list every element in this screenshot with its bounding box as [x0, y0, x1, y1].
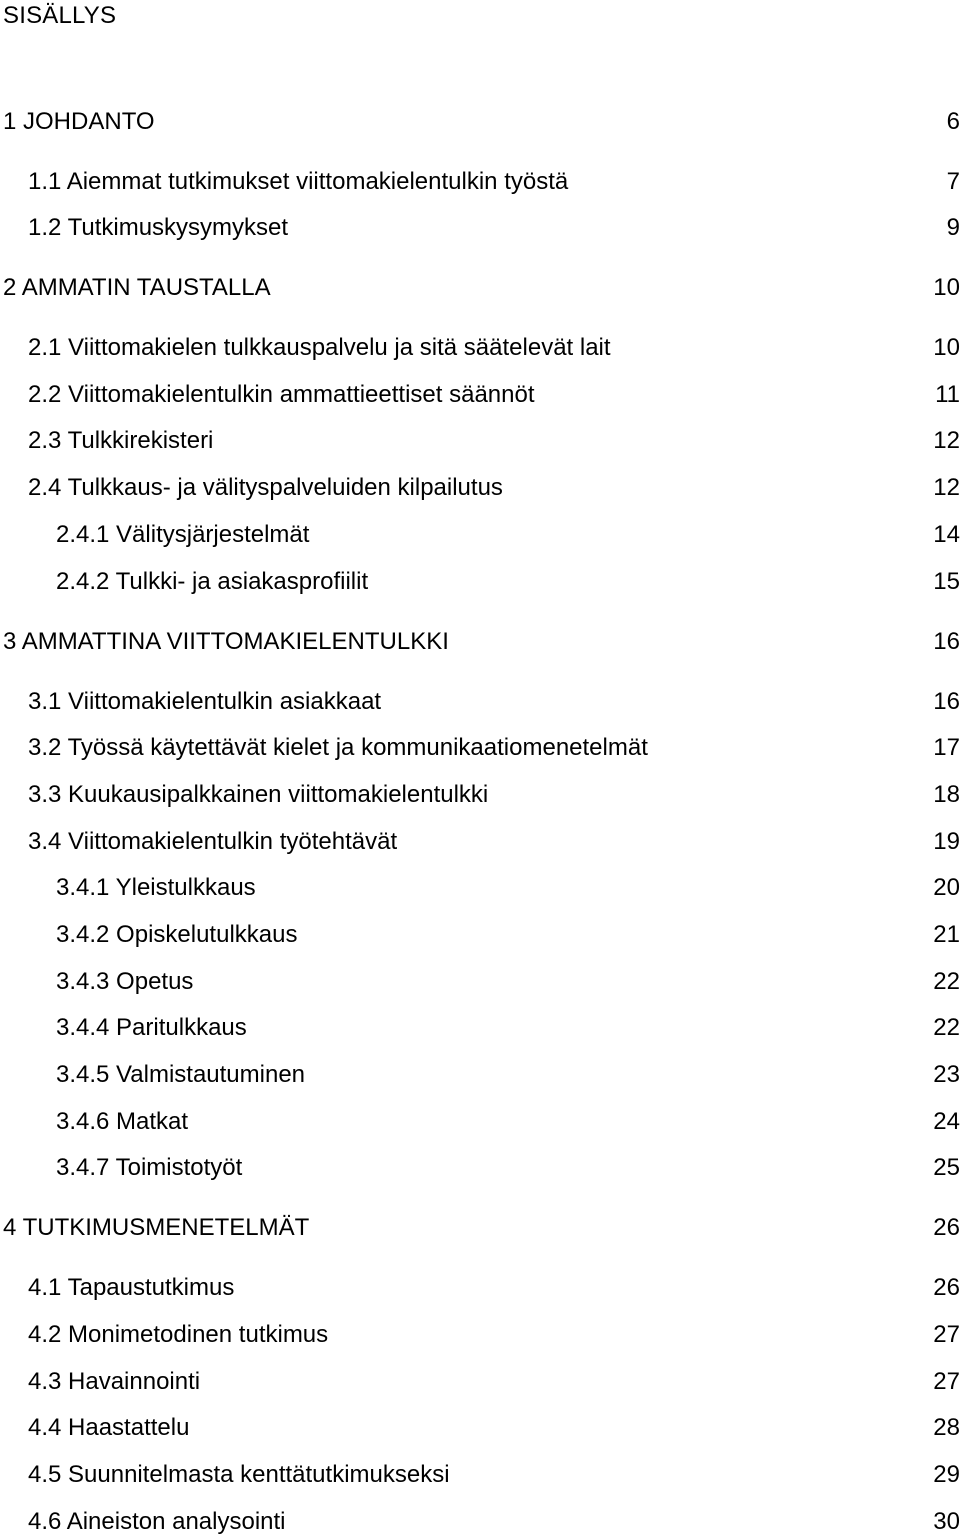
toc-entry[interactable]	[0, 1153, 960, 1183]
toc-entry-title: 3.4.2 Opiskelutulkkaus	[56, 921, 298, 948]
toc-entry-page-number: 23	[933, 1061, 960, 1088]
toc-entry-page-number: 22	[933, 968, 960, 995]
toc-entry-page-number: 27	[933, 1368, 960, 1395]
toc-entry[interactable]	[0, 733, 960, 763]
toc-entry-page-number: 24	[933, 1108, 960, 1135]
toc-entry-page-number: 29	[933, 1461, 960, 1488]
toc-entry-page-number: 15	[933, 568, 960, 595]
toc-entry-title: 3.4.5 Valmistautuminen	[56, 1061, 306, 1088]
toc-entry[interactable]	[0, 380, 960, 410]
toc-entry-title: 3 AMMATTINA VIITTOMAKIELENTULKKI	[3, 628, 449, 655]
toc-entry[interactable]	[0, 873, 960, 903]
toc-entry[interactable]	[0, 827, 960, 857]
toc-entry[interactable]	[0, 1107, 960, 1137]
toc-entry-title: 4.3 Havainnointi	[28, 1368, 201, 1395]
toc-entry[interactable]	[0, 1367, 960, 1397]
toc-entry-title: 3.4.3 Opetus	[56, 968, 194, 995]
toc-entry-title: 3.1 Viittomakielentulkin asiakkaat	[28, 688, 382, 715]
toc-entry[interactable]	[0, 107, 960, 137]
toc-entry[interactable]	[0, 567, 960, 597]
toc-entry-page-number: 19	[933, 828, 960, 855]
toc-entry-title: 4.5 Suunnitelmasta kenttätutkimukseksi	[28, 1461, 450, 1488]
toc-entry-title: 4 TUTKIMUSMENETELMÄT	[3, 1214, 310, 1241]
toc-entry-title: 1.1 Aiemmat tutkimukset viittomakielentulkin työstä	[28, 168, 569, 195]
toc-entry[interactable]	[0, 920, 960, 950]
toc-entry[interactable]	[0, 1273, 960, 1303]
toc-entry[interactable]	[0, 1507, 960, 1537]
toc-entry-page-number: 27	[933, 1321, 960, 1348]
toc-entry[interactable]	[0, 1060, 960, 1090]
toc-entry[interactable]	[0, 473, 960, 503]
toc-entry[interactable]	[0, 627, 960, 657]
toc-entry-title: 2.4 Tulkkaus- ja välityspalveluiden kilpailutus	[28, 474, 503, 501]
toc-entry[interactable]	[0, 520, 960, 550]
toc-entry-title: 3.4.6 Matkat	[56, 1108, 189, 1135]
toc-entry-title: 4.4 Haastattelu	[28, 1414, 190, 1441]
toc-entry-title: 3.4.1 Yleistulkkaus	[56, 874, 256, 901]
toc-entry[interactable]	[0, 273, 960, 303]
toc-entry-page-number: 18	[933, 781, 960, 808]
toc-entry-title: 3.4 Viittomakielentulkin työtehtävät	[28, 828, 398, 855]
toc-entry[interactable]	[0, 1213, 960, 1243]
toc-entry-title: 3.4.7 Toimistotyöt	[56, 1154, 243, 1181]
toc-entry-page-number: 21	[933, 921, 960, 948]
toc-entry-page-number: 12	[933, 427, 960, 454]
toc-entry-page-number: 6	[946, 108, 960, 135]
toc-entry[interactable]	[0, 213, 960, 243]
toc-entry-title: 2.1 Viittomakielen tulkkauspalvelu ja sitä säätelevät lait	[28, 334, 611, 361]
toc-entry-page-number: 17	[933, 734, 960, 761]
toc-entry-page-number: 28	[933, 1414, 960, 1441]
toc-entry-page-number: 16	[933, 628, 960, 655]
toc-entry-title: 2.2 Viittomakielentulkin ammattieettiset säännöt	[28, 381, 535, 408]
toc-entry-title: 4.6 Aineiston analysointi	[28, 1508, 286, 1535]
toc-entry[interactable]	[0, 333, 960, 363]
toc-entry-title: 3.4.4 Paritulkkaus	[56, 1014, 247, 1041]
toc-entry-title: 2.3 Tulkkirekisteri	[28, 427, 214, 454]
toc-entry-title: 4.2 Monimetodinen tutkimus	[28, 1321, 329, 1348]
toc-entry-title: 1.2 Tutkimuskysymykset	[28, 214, 289, 241]
toc-entry-page-number: 12	[933, 474, 960, 501]
toc-entry-page-number: 20	[933, 874, 960, 901]
toc-entry-page-number: 10	[933, 274, 960, 301]
toc-entry-title: 3.2 Työssä käytettävät kielet ja kommunikaatiomenetelmät	[28, 734, 648, 761]
toc-entry[interactable]	[0, 1013, 960, 1043]
toc-entry-title: 3.3 Kuukausipalkkainen viittomakielentulkki	[28, 781, 489, 808]
toc-entry-page-number: 9	[946, 214, 960, 241]
toc-entry-title: 1 JOHDANTO	[3, 108, 155, 135]
toc-entry[interactable]	[0, 780, 960, 810]
toc-entry-page-number: 11	[935, 381, 960, 408]
toc-entry-title: 2.4.1 Välitysjärjestelmät	[56, 521, 310, 548]
toc-entry[interactable]	[0, 687, 960, 717]
toc-entry-page-number: 26	[933, 1274, 960, 1301]
toc-entry-title: 4.1 Tapaustutkimus	[28, 1274, 235, 1301]
toc-entry[interactable]	[0, 167, 960, 197]
toc-entry-page-number: 30	[933, 1508, 960, 1535]
toc-entry-page-number: 7	[946, 168, 960, 195]
toc-entry[interactable]	[0, 1320, 960, 1350]
page-title: SISÄLLYS	[3, 2, 117, 29]
toc-entry-page-number: 14	[933, 521, 960, 548]
toc-entry-page-number: 25	[933, 1154, 960, 1181]
toc-entry-page-number: 10	[933, 334, 960, 361]
toc-entry[interactable]	[0, 426, 960, 456]
toc-entry-title: 2 AMMATIN TAUSTALLA	[3, 274, 271, 301]
toc-entry-page-number: 26	[933, 1214, 960, 1241]
toc-entry-page-number: 22	[933, 1014, 960, 1041]
toc-entry[interactable]	[0, 1413, 960, 1443]
toc-entry-page-number: 16	[933, 688, 960, 715]
toc-entry-title: 2.4.2 Tulkki- ja asiakasprofiilit	[56, 568, 369, 595]
toc-entry[interactable]	[0, 1460, 960, 1490]
toc-entry[interactable]	[0, 967, 960, 997]
